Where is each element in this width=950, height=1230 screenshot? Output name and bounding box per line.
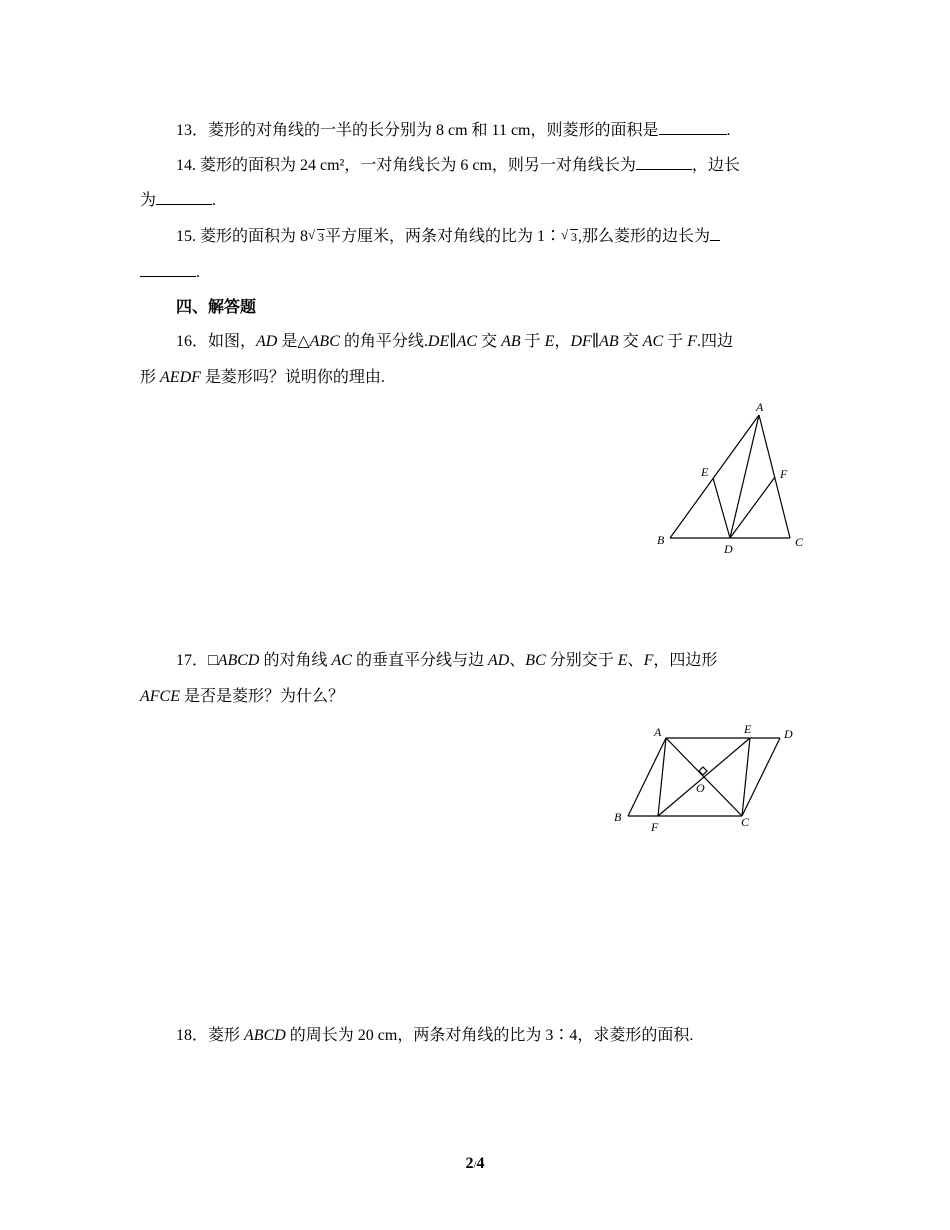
side-dc (742, 738, 780, 816)
q14-mid: ，边长 (691, 157, 740, 174)
current-page: 2 (465, 1155, 474, 1172)
q14-line2-start: 为 (140, 192, 157, 209)
label-a: A (654, 725, 662, 739)
segment-ec (742, 738, 750, 816)
q15-part1: 15. 菱形的面积为 8 (176, 228, 309, 245)
question-16-line1: 16．如图，AD 是△ABC 的角平分线.DE∥AC 交 AB 于 E，DF∥AB 交 AC 于 F.四边 (176, 333, 733, 350)
q15-answer-blank (140, 262, 196, 277)
question-17-line2: AFCE 是否是菱形？为什么？ (140, 688, 345, 705)
question-14-line1 (176, 155, 740, 177)
q13-text: 13．菱形的对角线的一半的长分别为 8 cm 和 11 cm，则菱形的面积是 (176, 122, 659, 139)
label-o: O (696, 781, 705, 795)
page-number (0, 1155, 950, 1173)
triangle-figure (650, 398, 815, 558)
question-14-line2 (140, 190, 216, 212)
q15-part2: 平方厘米，两条对角线的比为 1∶ (325, 228, 562, 245)
label-c: C (741, 815, 750, 829)
q14-text: 14. 菱形的面积为 24 cm²，一对角线长为 6 cm，则另一对角线长为 (176, 157, 636, 174)
label-e: E (701, 465, 709, 479)
q14-end: . (212, 192, 217, 209)
question-15-line1 (176, 226, 720, 248)
label-a: A (756, 400, 764, 414)
segment-de (713, 478, 730, 538)
section-heading: 四、解答题 (176, 299, 257, 316)
question-17-line1: 17．□ABCD 的对角线 AC 的垂直平分线与边 AD、BC 分别交于 E、F，四边形 (176, 652, 718, 669)
segment-af (658, 738, 666, 816)
side-ab (628, 738, 666, 816)
q15-part3: ,那么菱形的边长为 (578, 228, 711, 245)
bisector-ad (730, 415, 759, 538)
page-separator: / (473, 1159, 477, 1171)
q14-answer-blank-1 (636, 155, 692, 170)
label-e: E (744, 722, 752, 736)
sqrt-3-a: √ 3 (308, 227, 325, 244)
label-f: F (780, 467, 788, 481)
question-16-line2: 形 AEDF 是菱形吗？说明你的理由. (140, 369, 385, 386)
parallelogram-figure (608, 718, 803, 838)
q13-answer-blank (659, 120, 727, 135)
q15-answer-blank-start (710, 226, 720, 241)
question-18: 18．菱形 ABCD 的周长为 20 cm，两条对角线的比为 3∶4，求菱形的面积. (176, 1027, 694, 1044)
label-f: F (651, 820, 659, 834)
label-d: D (724, 542, 733, 556)
q14-answer-blank-2 (156, 190, 212, 205)
side-ab (670, 415, 759, 538)
parallelogram-symbol: □ (208, 652, 218, 669)
q15-end: . (196, 264, 200, 281)
question-13 (176, 120, 731, 142)
label-b: B (657, 533, 665, 547)
label-d: D (784, 727, 793, 741)
question-15-line2 (140, 262, 200, 284)
q13-end: . (726, 122, 731, 139)
label-b: B (614, 810, 622, 824)
total-pages: 4 (476, 1155, 485, 1172)
sqrt-3-b: √ 3 (561, 227, 578, 244)
segment-ef (658, 738, 750, 816)
label-c: C (795, 535, 804, 549)
